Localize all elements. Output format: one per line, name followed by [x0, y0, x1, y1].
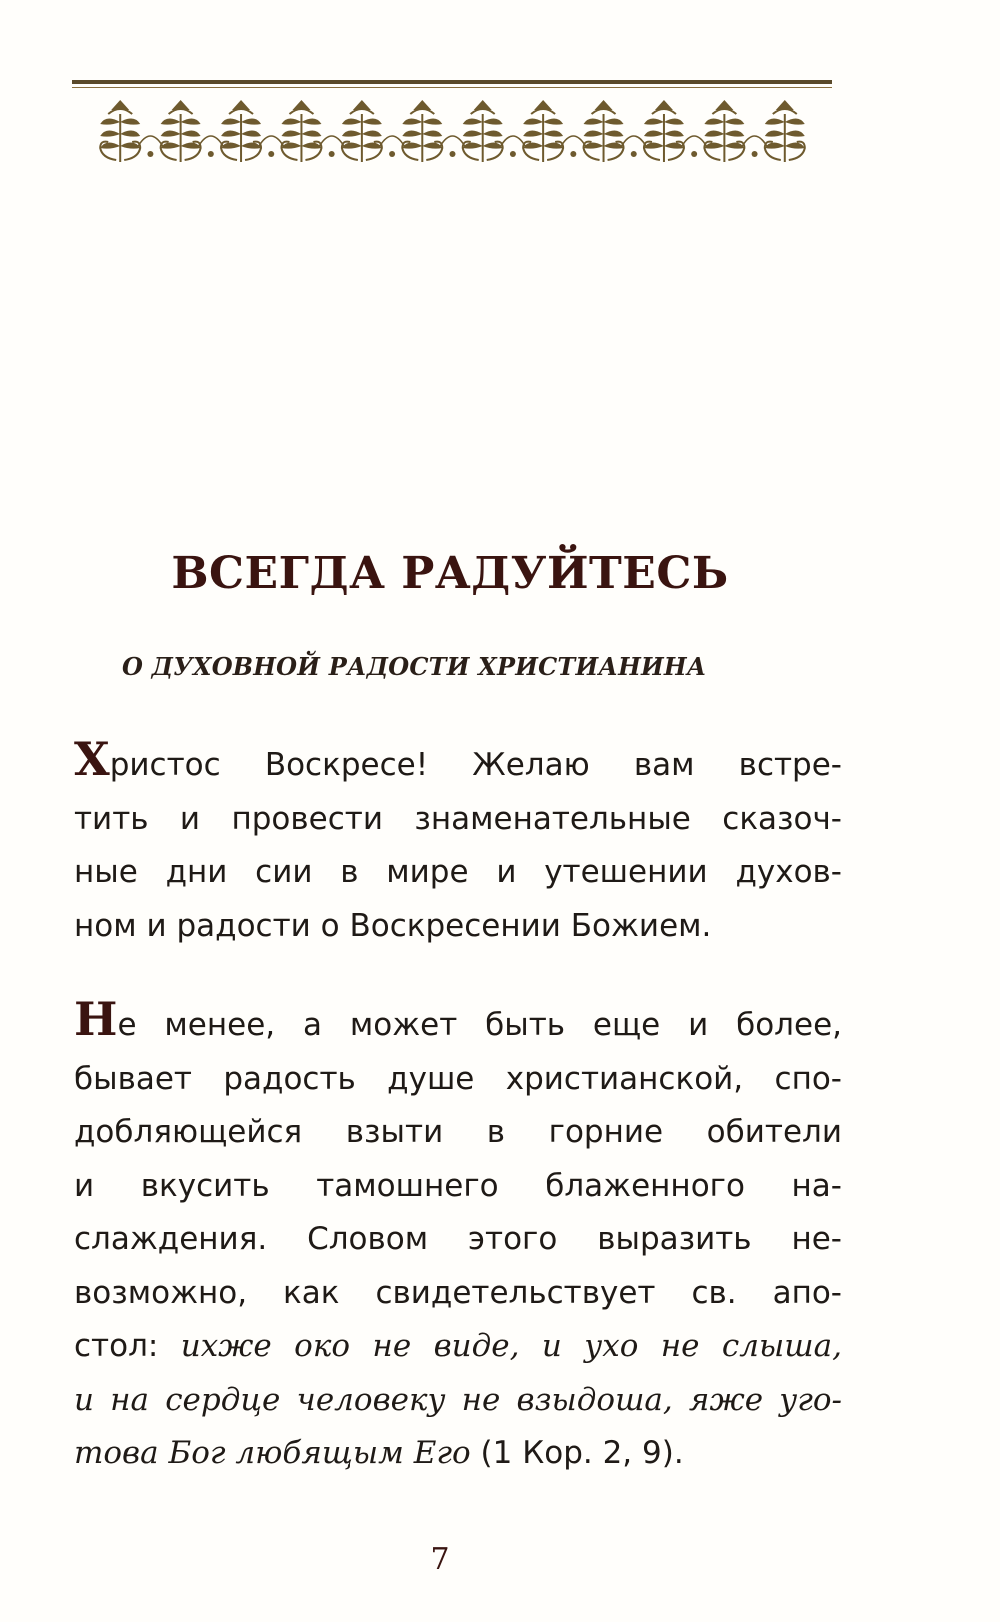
paragraph-1 — [74, 732, 842, 953]
scripture-quote: ихже око не виде, и ухо не слыша, — [180, 1328, 842, 1364]
header-rule — [72, 80, 832, 84]
scripture-quote: това Бог любящым Его — [74, 1435, 471, 1471]
chapter-title: ВСЕГДА РАДУЙТЕСЬ — [171, 548, 729, 599]
paragraph-line: ные дни сии в мире и утешении духов- — [74, 854, 842, 890]
line-text: ристос Воскресе! Желаю вам встре- — [109, 747, 842, 783]
paragraph-line: ном и радости о Воскресении Божием. — [74, 907, 712, 944]
scripture-reference: (1 Кор. 2, 9). — [470, 1435, 684, 1471]
paragraph-line: добляющейся взыти в горние обители — [74, 1114, 842, 1150]
paragraph-line: тить и провести знаменательные сказоч- — [74, 800, 842, 837]
scripture-quote: и на сердце человеку не взыдоша, яже уго- — [74, 1381, 842, 1418]
floral-border-icon — [90, 96, 815, 170]
dropcap: Х — [74, 732, 110, 786]
paragraph-line — [74, 1427, 842, 1481]
dropcap: Н — [74, 992, 118, 1046]
paragraph-line: и вкусить тамошнего блаженного на- — [74, 1167, 842, 1204]
line-text: стол: — [74, 1328, 181, 1364]
paragraph-line — [74, 992, 842, 1053]
page-number: 7 — [430, 1542, 450, 1577]
chapter-subtitle: О ДУХОВНОЙ РАДОСТИ ХРИСТИАНИНА — [122, 652, 707, 681]
line-text: е менее, а может быть еще и более, — [117, 1007, 842, 1043]
paragraph-2 — [74, 992, 842, 1481]
paragraph-line — [74, 1320, 842, 1374]
paragraph-line — [74, 732, 842, 793]
header-rule-thin — [72, 87, 832, 88]
paragraph-line: возможно, как свидетельствует св. апо- — [74, 1274, 842, 1311]
paragraph-line: слаждения. Словом этого выразить не- — [74, 1221, 842, 1257]
paragraph-line: бывает радость душе христианской, спо- — [74, 1060, 842, 1097]
